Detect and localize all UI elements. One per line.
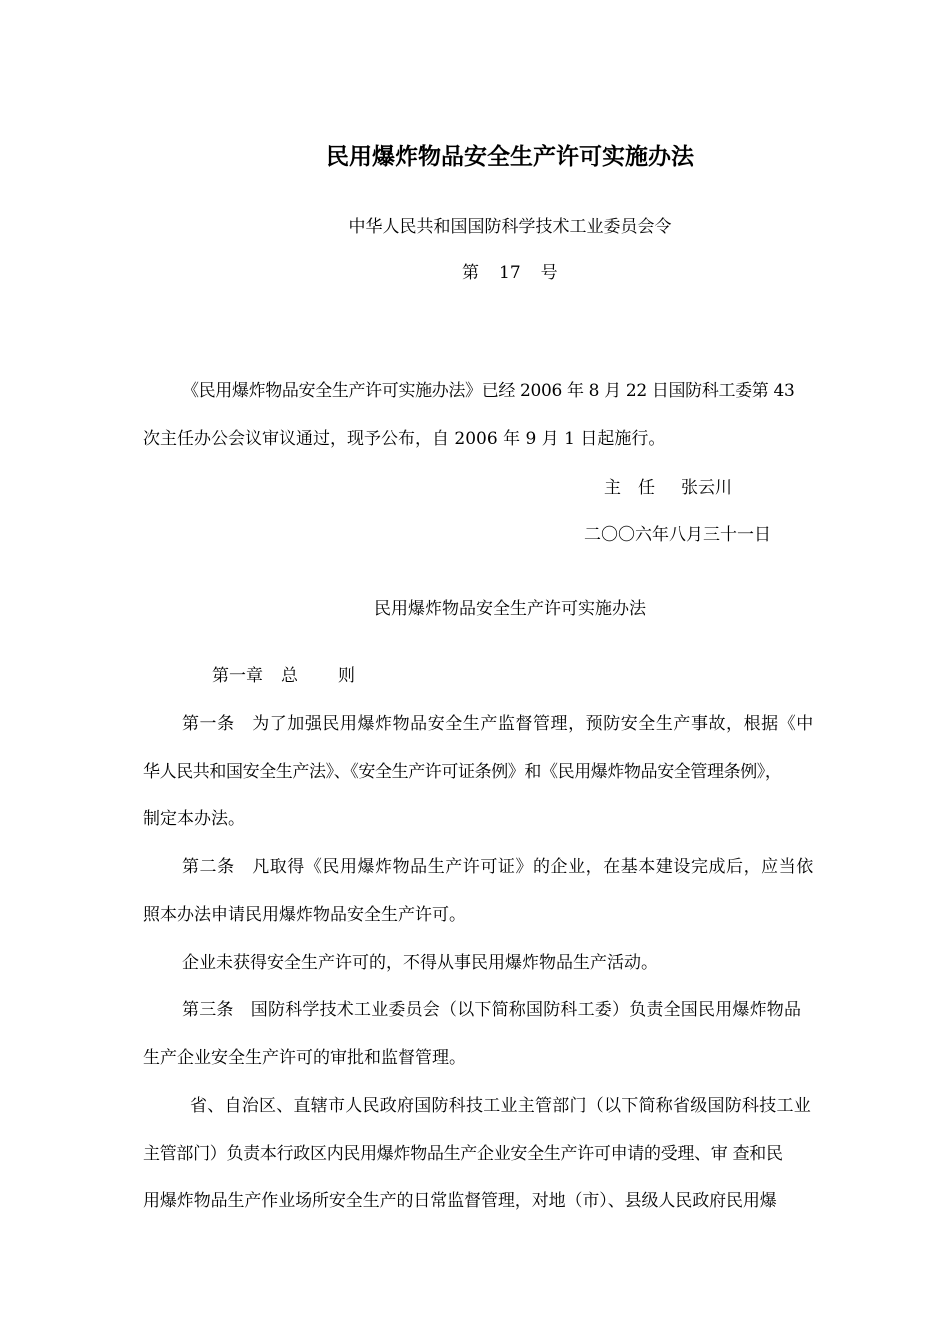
article-3-paragraph-2-line-3: 用爆炸物品生产作业场所安全生产的日常监督管理，对地（市）、县级人民政府民用爆 [143,1191,777,1211]
preamble-line-2: 次主任办公会议审议通过，现予公布，自 2006 年 9 月 1 日起施行。 [143,429,666,449]
chapter-name-2: 则 [338,666,355,686]
sign-date: 二〇〇六年八月三十一日 [584,525,771,545]
body-title: 民用爆炸物品安全生产许可实施办法 [374,599,646,619]
signer-name: 张云川 [681,478,732,498]
issuer-line: 中华人民共和国国防科学技术工业委员会令 [348,217,672,237]
article-1-line-2: 华人民共和国安全生产法》、《安全生产许可证条例》和《民用爆炸物品安全管理条例》， [143,762,782,782]
article-1-line-3: 制定本办法。 [143,809,245,829]
preamble-line-1: 《民用爆炸物品安全生产许可实施办法》已经 2006 年 8 月 22 日国防科工委第 43 [182,381,795,401]
signer-line [604,476,732,500]
chapter-number: 第一章 [212,666,263,686]
article-2-line-2: 照本办法申请民用爆炸物品安全生产许可。 [143,905,466,925]
article-1-line-1: 第一条 为了加强民用爆炸物品安全生产监督管理，预防安全生产事故，根据《中 [182,714,814,734]
chapter-heading [212,664,355,688]
order-suffix: 号 [540,263,558,283]
article-3-line-1: 第三条 国防科学技术工业委员会（以下简称国防科工委）负责全国民用爆炸物品 [182,1000,802,1020]
article-2-paragraph-2: 企业未获得安全生产许可的，不得从事民用爆炸物品生产活动。 [182,953,658,973]
signer-role: 主 任 [604,478,655,498]
order-number: 17 [499,263,521,283]
article-3-line-2: 生产企业安全生产许可的审批和监督管理。 [143,1048,466,1068]
order-prefix: 第 [462,263,479,283]
chapter-name-1: 总 [281,666,298,686]
article-2-line-1: 第二条 凡取得《民用爆炸物品生产许可证》的企业，在基本建设完成后，应当依 [182,857,814,877]
article-3-paragraph-2-line-1: 省、自治区、直辖市人民政府国防科技工业主管部门（以下简称省级国防科技工业 [190,1096,811,1116]
order-number-line [462,261,558,285]
article-3-paragraph-2-line-2: 主管部门）负责本行政区内民用爆炸物品生产企业安全生产许可申请的受理、审 查和民 [143,1144,783,1164]
document-title: 民用爆炸物品安全生产许可实施办法 [326,144,694,170]
